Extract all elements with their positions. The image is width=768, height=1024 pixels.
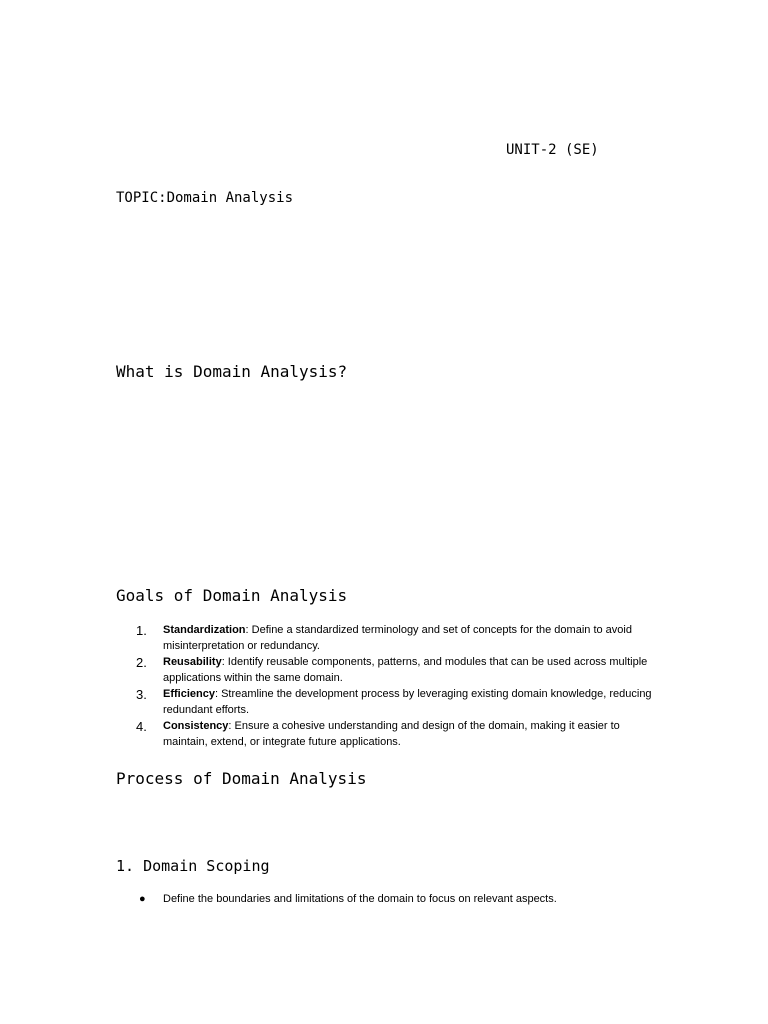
domain-scoping-heading: 1. Domain Scoping [116,857,270,875]
list-item [136,719,656,750]
goals-list [136,623,656,751]
goal-term: Reusability [163,656,222,668]
goal-text: : Ensure a cohesive understanding and design of the domain, making it easier to maintain, extend, or integrate future applications. [163,720,620,748]
process-heading: Process of Domain Analysis [116,769,367,788]
goals-heading: Goals of Domain Analysis [116,586,348,605]
list-item [136,687,656,718]
list-item-body [163,719,656,750]
what-is-domain-analysis-heading: What is Domain Analysis? [116,362,348,381]
bullet-icon: ● [139,893,146,905]
list-item-body [163,687,656,718]
list-item-body [163,655,656,686]
list-number: 3. [136,687,147,702]
list-item-body [163,623,656,654]
goal-text: : Streamline the development process by leveraging existing domain knowledge, reducing redundant efforts. [163,688,652,716]
goal-text: : Define a standardized terminology and set of concepts for the domain to avoid misinterpretation or redundancy. [163,624,632,652]
scoping-bullet-list [136,892,656,908]
list-number: 2. [136,655,147,670]
list-number: 4. [136,719,147,734]
unit-label: UNIT-2 (SE) [506,142,599,158]
topic-line: TOPIC:Domain Analysis [116,190,294,206]
goal-term: Consistency [163,720,229,732]
list-number: 1. [136,623,147,638]
goal-term: Standardization [163,624,246,636]
list-item [136,892,656,908]
goal-text: : Identify reusable components, patterns, and modules that can be used across multiple applications within the same domain. [163,656,648,684]
list-item [136,623,656,654]
bullet-text: Define the boundaries and limitations of the domain to focus on relevant aspects. [163,893,557,905]
list-item [136,655,656,686]
goal-term: Efficiency [163,688,215,700]
